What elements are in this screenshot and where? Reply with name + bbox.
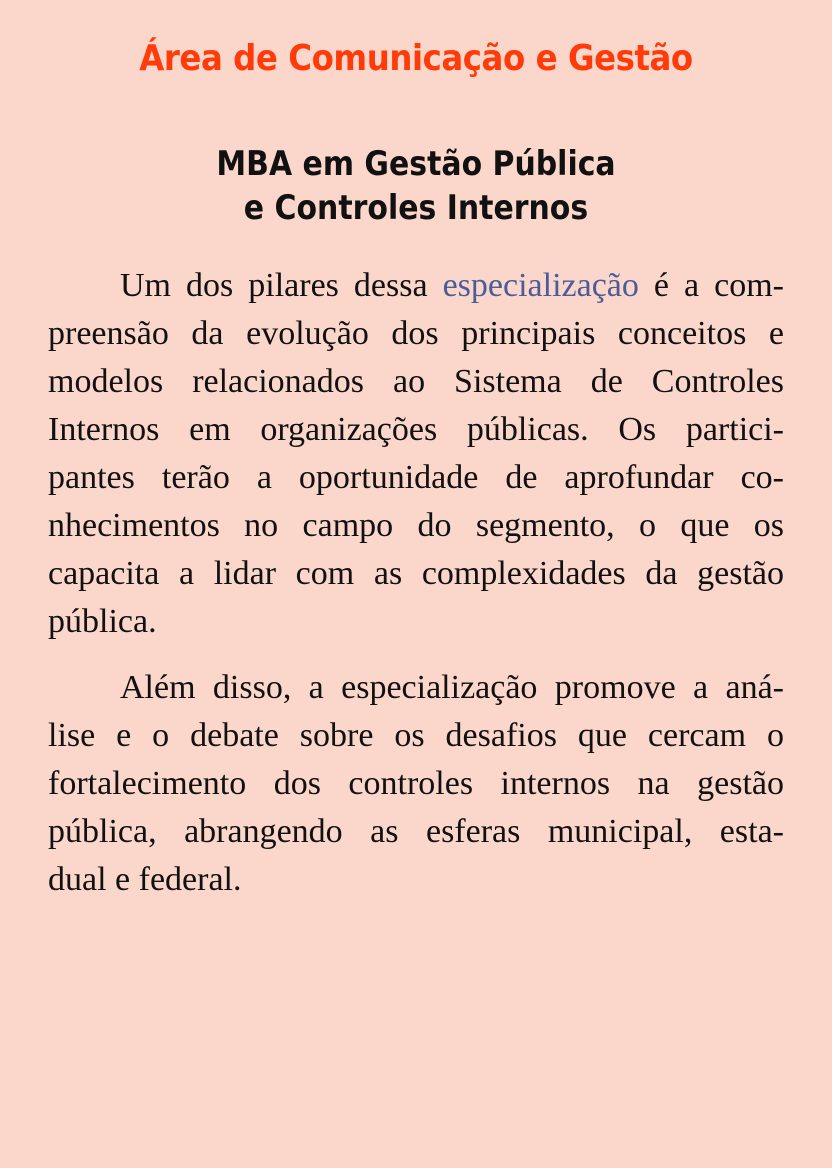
paragraph-line: nhecimentos no campo do segmento, o que os [48,507,784,544]
area-title: Área de Comunicação e Gestão [139,38,693,79]
highlighted-term: especialização [442,267,639,304]
paragraph-line: Internos em organizações públicas. Os partici- [48,411,784,448]
course-title-line-1: MBA em Gestão Pública [216,144,616,184]
paragraph-line: Além disso, a especialização promove a aná- [120,669,784,706]
paragraph-line: pública, abrangendo as esferas municipal, esta- [48,813,784,850]
paragraph-line: preensão da evolução dos principais conceitos e [48,315,784,352]
paragraph-1 [48,262,784,646]
paragraph-line: lise e o debate sobre os desafios que cercam o [48,717,784,754]
course-title-line-2: e Controles Internos [243,188,589,228]
paragraph-line: fortalecimento dos controles internos na gestão [48,765,784,802]
text-segment: Um dos pilares dessa [120,267,443,304]
paragraph-line [48,262,784,310]
paragraph-line: pantes terão a oportunidade de aprofundar co- [48,459,784,496]
paragraph-line: modelos relacionados ao Sistema de Controles [48,363,784,400]
text-segment: é a com- [638,267,784,304]
paragraph-line: capacita a lidar com as complexidades da gestão [48,555,784,592]
paragraph-line: pública. [48,603,157,640]
course-title [50,142,782,230]
paragraph-2 [48,664,784,904]
paragraph-line: dual e federal. [48,861,242,898]
